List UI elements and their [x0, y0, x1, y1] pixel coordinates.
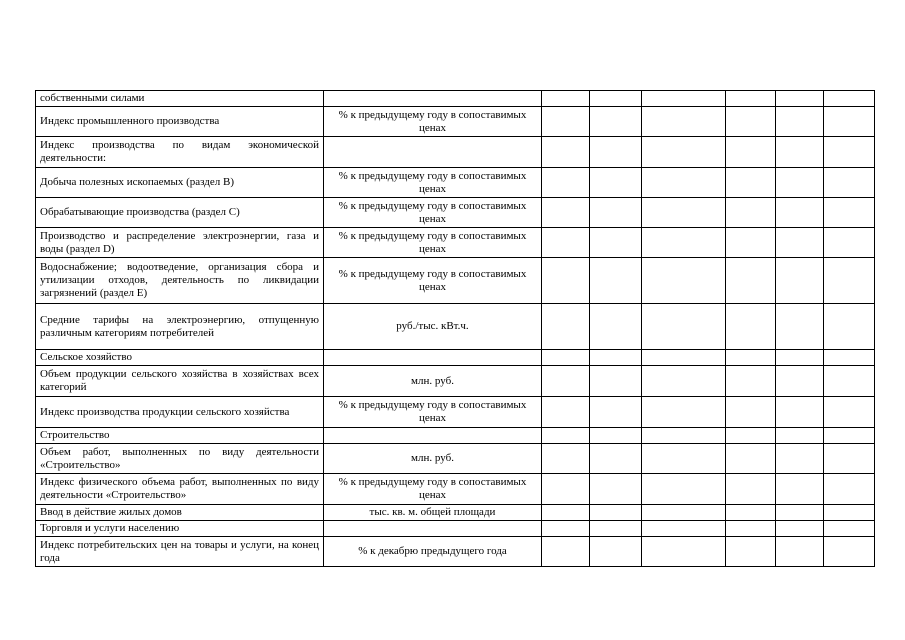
unit-cell: % к предыдущему году в сопоставимых ценах — [324, 228, 542, 258]
indicator-name-cell: Торговля и услуги населению — [36, 521, 324, 537]
value-cell — [542, 198, 590, 228]
value-cell — [824, 537, 875, 567]
indicators-table — [35, 90, 875, 567]
value-cell — [824, 397, 875, 428]
value-cell — [824, 91, 875, 107]
value-cell — [824, 366, 875, 397]
value-cell — [542, 397, 590, 428]
table-row — [36, 474, 875, 505]
unit-cell: млн. руб. — [324, 366, 542, 397]
indicator-name-cell: Индекс производства по видам экономической деятельности: — [36, 137, 324, 168]
indicator-name-cell: Добыча полезных ископаемых (раздел B) — [36, 168, 324, 198]
unit-cell: % к предыдущему году в сопоставимых ценах — [324, 198, 542, 228]
unit-cell — [324, 137, 542, 168]
indicator-name-cell: Водоснабжение; водоотведение, организация сбора и утилизации отходов, деятельность по ликвидации загрязнений (раздел E) — [36, 258, 324, 304]
value-cell — [824, 228, 875, 258]
value-cell — [824, 505, 875, 521]
value-cell — [642, 258, 726, 304]
value-cell — [824, 107, 875, 137]
value-cell — [642, 137, 726, 168]
value-cell — [776, 537, 824, 567]
unit-cell: % к предыдущему году в сопоставимых ценах — [324, 397, 542, 428]
value-cell — [590, 198, 642, 228]
value-cell — [726, 537, 776, 567]
value-cell — [776, 168, 824, 198]
value-cell — [590, 444, 642, 474]
value-cell — [642, 168, 726, 198]
value-cell — [726, 444, 776, 474]
unit-cell: % к предыдущему году в сопоставимых ценах — [324, 258, 542, 304]
value-cell — [776, 228, 824, 258]
value-cell — [542, 258, 590, 304]
unit-cell: % к декабрю предыдущего года — [324, 537, 542, 567]
value-cell — [726, 474, 776, 505]
value-cell — [776, 366, 824, 397]
value-cell — [542, 91, 590, 107]
value-cell — [726, 107, 776, 137]
value-cell — [642, 397, 726, 428]
value-cell — [590, 366, 642, 397]
value-cell — [824, 168, 875, 198]
table-row — [36, 444, 875, 474]
value-cell — [726, 521, 776, 537]
table-row — [36, 350, 875, 366]
value-cell — [542, 444, 590, 474]
value-cell — [590, 258, 642, 304]
value-cell — [776, 474, 824, 505]
value-cell — [542, 137, 590, 168]
value-cell — [542, 521, 590, 537]
value-cell — [542, 168, 590, 198]
table-row — [36, 366, 875, 397]
value-cell — [776, 137, 824, 168]
value-cell — [824, 198, 875, 228]
value-cell — [776, 444, 824, 474]
unit-cell — [324, 350, 542, 366]
value-cell — [590, 350, 642, 366]
indicator-name-cell: Индекс промышленного производства — [36, 107, 324, 137]
table-row — [36, 521, 875, 537]
unit-cell: % к предыдущему году в сопоставимых ценах — [324, 168, 542, 198]
value-cell — [726, 198, 776, 228]
value-cell — [642, 444, 726, 474]
value-cell — [642, 198, 726, 228]
value-cell — [726, 137, 776, 168]
value-cell — [824, 474, 875, 505]
value-cell — [824, 258, 875, 304]
value-cell — [776, 258, 824, 304]
value-cell — [642, 107, 726, 137]
table-row — [36, 228, 875, 258]
value-cell — [542, 350, 590, 366]
value-cell — [542, 304, 590, 350]
value-cell — [642, 505, 726, 521]
indicator-name-cell: Обрабатывающие производства (раздел C) — [36, 198, 324, 228]
indicator-name-cell: Строительство — [36, 428, 324, 444]
indicator-name-cell: Ввод в действие жилых домов — [36, 505, 324, 521]
value-cell — [726, 350, 776, 366]
value-cell — [776, 198, 824, 228]
value-cell — [726, 397, 776, 428]
value-cell — [642, 474, 726, 505]
value-cell — [776, 505, 824, 521]
unit-cell: % к предыдущему году в сопоставимых ценах — [324, 474, 542, 505]
value-cell — [590, 107, 642, 137]
indicator-name-cell: Объем работ, выполненных по виду деятельности «Строительство» — [36, 444, 324, 474]
value-cell — [726, 91, 776, 107]
value-cell — [542, 537, 590, 567]
value-cell — [590, 474, 642, 505]
value-cell — [726, 366, 776, 397]
indicator-name-cell: Индекс физического объема работ, выполненных по виду деятельности «Строительство» — [36, 474, 324, 505]
value-cell — [542, 366, 590, 397]
indicator-name-cell: Индекс производства продукции сельского хозяйства — [36, 397, 324, 428]
value-cell — [824, 350, 875, 366]
value-cell — [776, 304, 824, 350]
value-cell — [776, 397, 824, 428]
value-cell — [776, 107, 824, 137]
value-cell — [776, 350, 824, 366]
table-row — [36, 198, 875, 228]
value-cell — [590, 168, 642, 198]
value-cell — [726, 304, 776, 350]
value-cell — [776, 428, 824, 444]
value-cell — [824, 428, 875, 444]
value-cell — [642, 350, 726, 366]
value-cell — [824, 444, 875, 474]
value-cell — [542, 228, 590, 258]
indicator-name-cell: собственными силами — [36, 91, 324, 107]
value-cell — [726, 428, 776, 444]
value-cell — [590, 537, 642, 567]
value-cell — [642, 366, 726, 397]
value-cell — [642, 304, 726, 350]
unit-cell — [324, 521, 542, 537]
value-cell — [776, 91, 824, 107]
table-row — [36, 304, 875, 350]
value-cell — [590, 91, 642, 107]
value-cell — [776, 521, 824, 537]
value-cell — [542, 505, 590, 521]
table-row — [36, 537, 875, 567]
value-cell — [824, 304, 875, 350]
value-cell — [642, 537, 726, 567]
table-row — [36, 137, 875, 168]
unit-cell: % к предыдущему году в сопоставимых ценах — [324, 107, 542, 137]
table-row — [36, 258, 875, 304]
unit-cell: руб./тыс. кВт.ч. — [324, 304, 542, 350]
indicator-name-cell: Производство и распределение электроэнергии, газа и воды (раздел D) — [36, 228, 324, 258]
table-row — [36, 107, 875, 137]
value-cell — [590, 428, 642, 444]
value-cell — [726, 168, 776, 198]
value-cell — [590, 397, 642, 428]
unit-cell — [324, 91, 542, 107]
table-row — [36, 168, 875, 198]
value-cell — [590, 137, 642, 168]
indicator-name-cell: Объем продукции сельского хозяйства в хозяйствах всех категорий — [36, 366, 324, 397]
unit-cell: млн. руб. — [324, 444, 542, 474]
unit-cell — [324, 428, 542, 444]
indicator-name-cell: Индекс потребительских цен на товары и услуги, на конец года — [36, 537, 324, 567]
value-cell — [726, 258, 776, 304]
indicator-name-cell: Сельское хозяйство — [36, 350, 324, 366]
value-cell — [824, 521, 875, 537]
table-row — [36, 505, 875, 521]
value-cell — [590, 228, 642, 258]
value-cell — [726, 228, 776, 258]
value-cell — [824, 137, 875, 168]
value-cell — [642, 228, 726, 258]
value-cell — [642, 521, 726, 537]
value-cell — [642, 428, 726, 444]
value-cell — [726, 505, 776, 521]
value-cell — [542, 428, 590, 444]
value-cell — [642, 91, 726, 107]
indicator-name-cell: Средние тарифы на электроэнергию, отпущенную различным категориям потребителей — [36, 304, 324, 350]
table-row — [36, 428, 875, 444]
value-cell — [590, 521, 642, 537]
unit-cell: тыс. кв. м. общей площади — [324, 505, 542, 521]
value-cell — [590, 304, 642, 350]
table-row — [36, 397, 875, 428]
value-cell — [542, 107, 590, 137]
value-cell — [590, 505, 642, 521]
table-row — [36, 91, 875, 107]
value-cell — [542, 474, 590, 505]
